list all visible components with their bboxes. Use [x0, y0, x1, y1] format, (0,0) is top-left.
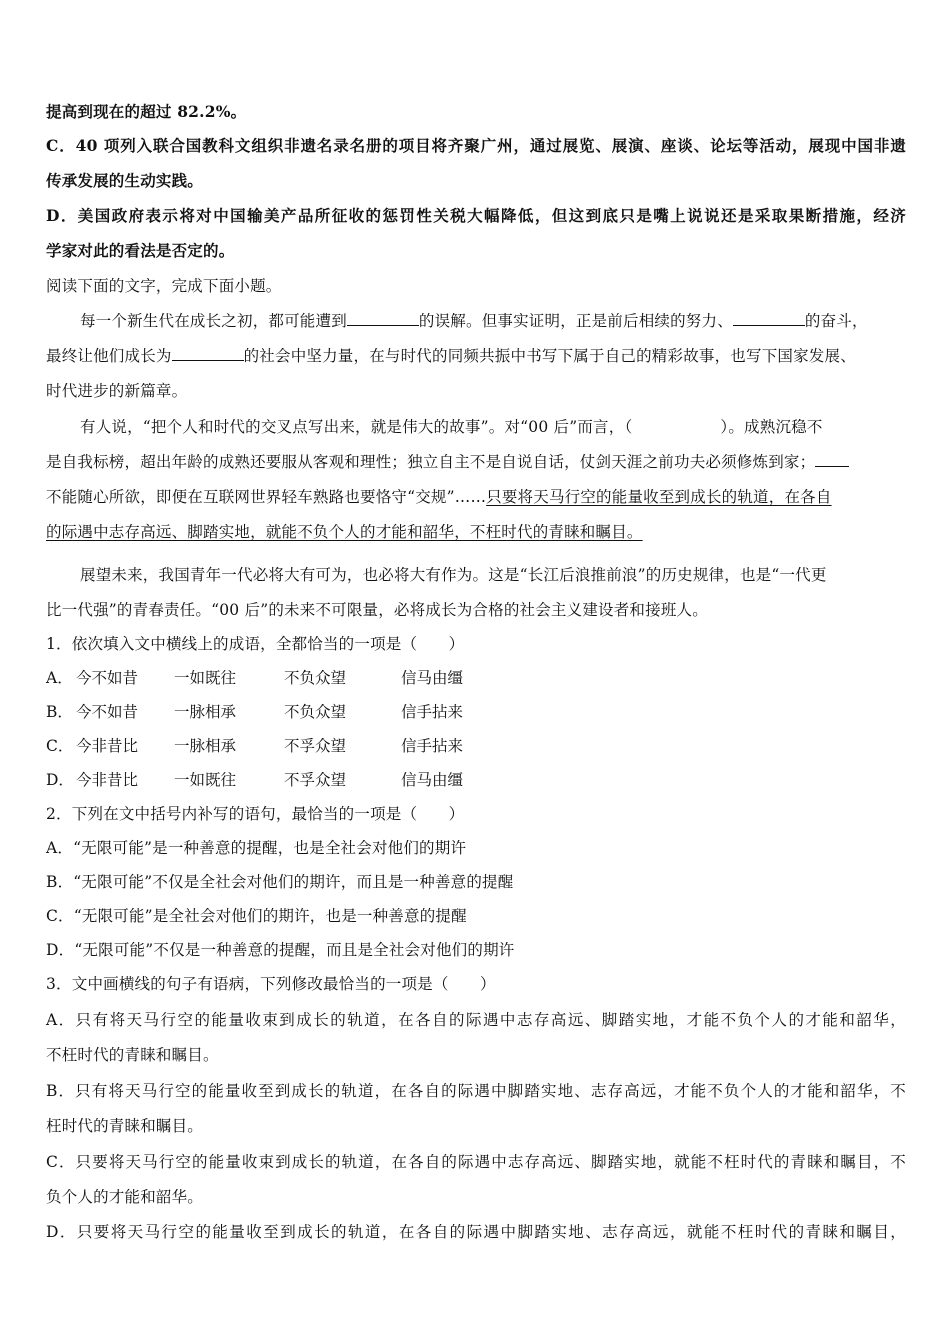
blank-2	[733, 310, 805, 326]
q2-option-d: D．“无限可能”不仅是一种善意的提醒，而且是全社会对他们的期许	[46, 941, 515, 959]
passage-text: 有人说，“把个人和时代的交叉点写出来，就是伟大的故事”。对“00 后”而言，（	[80, 418, 633, 436]
q3-option-b-line-1: B．只有将天马行空的能量收至到成长的轨道，在各自的际遇中脚踏实地、志存高远，才能不负个人的才能和韶华，不	[46, 1082, 906, 1100]
q3-option-c-line-1: C．只要将天马行空的能量收束到成长的轨道，在各自的际遇中志存高远、脚踏实地，就能不枉时代的青睐和瞩目，不	[46, 1153, 906, 1171]
option-label: D．	[46, 771, 74, 789]
option-word: 不孚众望	[284, 737, 347, 755]
option-word: 一如既往	[174, 771, 237, 789]
blank-1	[347, 310, 419, 326]
option-word: 信手拈来	[401, 703, 464, 721]
underlined-sentence: 只要将天马行空的能量收至到成长的轨道，在各自	[486, 488, 832, 506]
option-c-line-1: C．40 项列入联合国教科文组织非遗名录名册的项目将齐聚广州，通过展览、展演、座谈、论坛等活动，展现中国非遗	[46, 136, 906, 155]
q2-option-b: B．“无限可能”不仅是全社会对他们的期许，而且是一种善意的提醒	[46, 873, 514, 891]
question-2-stem: 2．下列在文中括号内补写的语句，最恰当的一项是（ ）	[46, 805, 465, 823]
passage-p3-line-1: 展望未来，我国青年一代必将大有可为，也必将大有作为。这是“长江后浪推前浪”的历史规律，也是“一代更	[80, 566, 827, 584]
blank-4	[815, 451, 849, 467]
option-word: 一如既往	[174, 669, 237, 687]
blank-3	[172, 345, 244, 361]
passage-p2-line-3	[46, 486, 906, 508]
q3-option-a-line-1: A．只有将天马行空的能量收束到成长的轨道，在各自的际遇中志存高远、脚踏实地，才能不负个人的才能和韶华，	[46, 1011, 906, 1029]
option-word: 今不如昔	[76, 703, 139, 721]
option-word: 不负众望	[284, 703, 347, 721]
option-word: 一脉相承	[174, 703, 237, 721]
reading-intro: 阅读下面的文字，完成下面小题。	[46, 277, 282, 295]
passage-p2-line-2	[46, 451, 906, 473]
q2-option-a: A．“无限可能”是一种善意的提醒，也是全社会对他们的期许	[46, 839, 467, 857]
q2-option-c: C．“无限可能”是全社会对他们的期许，也是一种善意的提醒	[46, 907, 467, 925]
passage-text: 每一个新生代在成长之初，都可能遭到	[80, 312, 347, 330]
passage-text: 的社会中坚力量，在与时代的同频共振中书写下属于自己的精彩故事，也写下国家发展、	[243, 347, 856, 365]
option-word: 今非昔比	[76, 771, 139, 789]
passage-p2-line-1	[80, 416, 906, 438]
q3-option-c-line-2: 负个人的才能和韶华。	[46, 1188, 204, 1206]
passage-text: 的奋斗，	[804, 312, 868, 330]
option-c-line-2: 传承发展的生动实践。	[46, 171, 204, 190]
option-word: 今不如昔	[76, 669, 139, 687]
option-label: B．	[46, 703, 73, 721]
question-1-stem: 1．依次填入文中横线上的成语，全都恰当的一项是（ ）	[46, 635, 465, 653]
passage-text: 不能随心所欲，即便在互联网世界轻车熟路也要恪守“交规”……	[46, 488, 487, 506]
passage-text: 最终让他们成长为	[46, 347, 172, 365]
option-word: 一脉相承	[174, 737, 237, 755]
q3-option-a-line-2: 不枉时代的青睐和瞩目。	[46, 1046, 219, 1064]
passage-p2-line-4	[46, 521, 906, 543]
passage-text: 是自我标榜，超出年龄的成熟还要服从客观和理性；独立自主不是自说自话，仗剑天涯之前功夫必须修炼到家；	[46, 453, 816, 471]
passage-text: 的误解。但事实证明，正是前后相续的努力、	[418, 312, 733, 330]
option-word: 信马由缰	[401, 669, 464, 687]
option-word: 不孚众望	[284, 771, 347, 789]
option-word: 信马由缰	[401, 771, 464, 789]
option-label: A．	[46, 669, 73, 687]
option-label: C．	[46, 737, 74, 755]
passage-p1-line-2	[46, 345, 906, 367]
option-word: 信手拈来	[401, 737, 464, 755]
passage-p1-line-1	[80, 310, 906, 332]
passage-text: ）。成熟沉稳不	[720, 418, 823, 436]
option-word: 不负众望	[284, 669, 347, 687]
passage-p3-line-2: 比一代强”的青春责任。“00 后”的未来不可限量，必将成长为合格的社会主义建设者和接班人。	[46, 601, 708, 619]
question-3-stem: 3．文中画横线的句子有语病，下列修改最恰当的一项是（ ）	[46, 975, 496, 993]
option-d-line-1: D．美国政府表示将对中国输美产品所征收的惩罚性关税大幅降低，但这到底只是嘴上说说还是采取果断措施，经济	[46, 206, 906, 225]
q3-option-d-line-1: D．只要将天马行空的能量收至到成长的轨道，在各自的际遇中脚踏实地、志存高远，就能不枉时代的青睐和瞩目，	[46, 1223, 906, 1241]
passage-p1-line-3: 时代进步的新篇章。	[46, 382, 188, 400]
q3-option-b-line-2: 枉时代的青睐和瞩目。	[46, 1117, 204, 1135]
option-word: 今非昔比	[76, 737, 139, 755]
underlined-sentence: 的际遇中志存高远、脚踏实地，就能不负个人的才能和韶华，不枉时代的青睐和瞩目。	[46, 523, 643, 541]
top-line-1: 提高到现在的超过 82.2%。	[46, 102, 247, 121]
option-d-line-2: 学家对此的看法是否定的。	[46, 241, 235, 260]
